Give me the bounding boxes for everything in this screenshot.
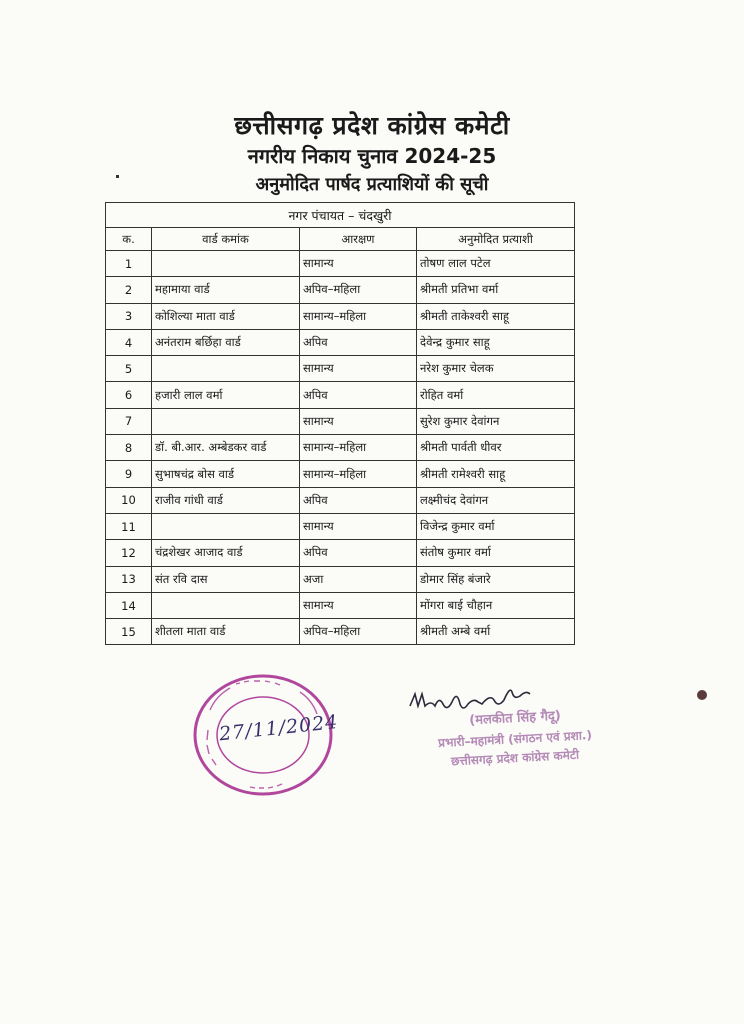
ink-dot: [697, 690, 707, 700]
table-row: [106, 619, 575, 645]
row-number: 2: [106, 277, 152, 303]
col-no-header: क.: [106, 228, 152, 251]
candidate-name: संतोष कुमार वर्मा: [417, 540, 575, 566]
ward-name: [152, 513, 300, 539]
row-number: 5: [106, 356, 152, 382]
row-number: 3: [106, 303, 152, 329]
candidate-name: लक्ष्मीचंद देवांगन: [417, 487, 575, 513]
table-body: [106, 251, 575, 645]
candidate-name: श्रीमती प्रतिभा वर्मा: [417, 277, 575, 303]
table-row: [106, 382, 575, 408]
row-number: 12: [106, 540, 152, 566]
reservation-category: सामान्य–महिला: [300, 461, 417, 487]
ward-name: हजारी लाल वर्मा: [152, 382, 300, 408]
table-row: [106, 356, 575, 382]
table-row: [106, 408, 575, 434]
candidate-name: देवेन्द्र कुमार साहू: [417, 329, 575, 355]
signature-block: [400, 708, 630, 769]
reservation-category: अपिव–महिला: [300, 277, 417, 303]
signatory-name: (मलकीत सिंह गैदू): [468, 708, 562, 729]
ward-name: चंद्रशेखर आजाद वार्ड: [152, 540, 300, 566]
candidate-name: तोषण लाल पटेल: [417, 251, 575, 277]
panchayat-name: नगर पंचायत – चंदखुरी: [106, 203, 575, 228]
candidate-table: [105, 202, 575, 645]
ink-mark: [116, 175, 119, 178]
ward-name: सुभाषचंद्र बोस वार्ड: [152, 461, 300, 487]
table-row: [106, 277, 575, 303]
row-number: 9: [106, 461, 152, 487]
col-ward-header: वार्ड कमांक: [152, 228, 300, 251]
candidate-name: डोमार सिंह बंजारे: [417, 566, 575, 592]
table-row: [106, 435, 575, 461]
table-row: [106, 513, 575, 539]
ward-name: शीतला माता वार्ड: [152, 619, 300, 645]
panchayat-row: [106, 203, 575, 228]
row-number: 7: [106, 408, 152, 434]
table-row: [106, 487, 575, 513]
table-row: [106, 251, 575, 277]
row-number: 11: [106, 513, 152, 539]
candidate-name: नरेश कुमार चेलक: [417, 356, 575, 382]
reservation-category: अपिव: [300, 540, 417, 566]
ward-name: [152, 408, 300, 434]
table-row: [106, 566, 575, 592]
row-number: 13: [106, 566, 152, 592]
reservation-category: सामान्य: [300, 251, 417, 277]
candidate-name: श्रीमती ताकेश्वरी साहू: [417, 303, 575, 329]
candidate-name: मोंगरा बाई चौहान: [417, 592, 575, 618]
reservation-category: अजा: [300, 566, 417, 592]
row-number: 10: [106, 487, 152, 513]
list-title: अनुमोदित पार्षद प्रत्याशियों की सूची: [255, 174, 489, 195]
table-row: [106, 540, 575, 566]
election-subtitle: नगरीय निकाय चुनाव 2024-25: [247, 144, 497, 168]
table-row: [106, 461, 575, 487]
stamp-date: 27/11/2024: [218, 711, 340, 746]
candidate-name: श्रीमती अम्बे वर्मा: [417, 619, 575, 645]
row-number: 15: [106, 619, 152, 645]
ward-name: [152, 592, 300, 618]
ward-name: [152, 251, 300, 277]
ward-name: संत रवि दास: [152, 566, 300, 592]
reservation-category: अपिव: [300, 329, 417, 355]
reservation-category: सामान्य–महिला: [300, 303, 417, 329]
row-number: 4: [106, 329, 152, 355]
ward-name: [152, 356, 300, 382]
signatory-role: प्रभारी–महामंत्री (संगठन एवं प्रशा.): [437, 727, 593, 751]
candidate-name: विजेन्द्र कुमार वर्मा: [417, 513, 575, 539]
reservation-category: सामान्य: [300, 592, 417, 618]
col-reservation-header: आरक्षण: [300, 228, 417, 251]
candidate-name: श्रीमती रामेश्वरी साहू: [417, 461, 575, 487]
reservation-category: अपिव: [300, 382, 417, 408]
org-title: छत्तीसगढ़ प्रदेश कांग्रेस कमेटी: [234, 111, 510, 140]
row-number: 6: [106, 382, 152, 408]
ward-name: कोशिल्या माता वार्ड: [152, 303, 300, 329]
table-row: [106, 592, 575, 618]
table-row: [106, 303, 575, 329]
row-number: 8: [106, 435, 152, 461]
ward-name: अनंतराम बर्छिहा वार्ड: [152, 329, 300, 355]
reservation-category: अपिव–महिला: [300, 619, 417, 645]
reservation-category: सामान्य: [300, 408, 417, 434]
signatory-org: छत्तीसगढ़ प्रदेश कांग्रेस कमेटी: [450, 747, 580, 769]
col-candidate-header: अनुमोदित प्रत्याशी: [417, 228, 575, 251]
reservation-category: सामान्य: [300, 513, 417, 539]
reservation-category: अपिव: [300, 487, 417, 513]
table-header: [106, 228, 575, 251]
table-row: [106, 329, 575, 355]
ward-name: राजीव गांधी वार्ड: [152, 487, 300, 513]
ward-name: महामाया वार्ड: [152, 277, 300, 303]
row-number: 1: [106, 251, 152, 277]
candidate-name: सुरेश कुमार देवांगन: [417, 408, 575, 434]
reservation-category: सामान्य–महिला: [300, 435, 417, 461]
row-number: 14: [106, 592, 152, 618]
candidate-name: रोहित वर्मा: [417, 382, 575, 408]
candidate-name: श्रीमती पार्वती धीवर: [417, 435, 575, 461]
ward-name: डॉ. बी.आर. अम्बेडकर वार्ड: [152, 435, 300, 461]
reservation-category: सामान्य: [300, 356, 417, 382]
